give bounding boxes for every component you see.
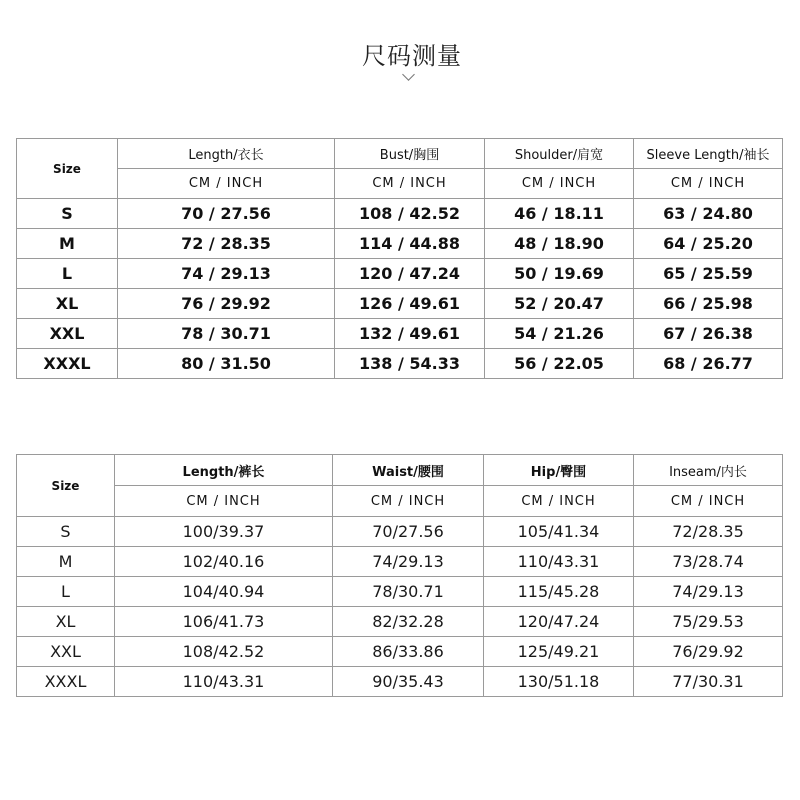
table-cell: 106/41.73 bbox=[115, 607, 333, 637]
size-cell: XXXL bbox=[17, 349, 118, 379]
table-cell: 104/40.94 bbox=[115, 577, 333, 607]
table-cell: 90/35.43 bbox=[333, 667, 484, 697]
table-cell: 74 / 29.13 bbox=[118, 259, 335, 289]
table-cell: 54 / 21.26 bbox=[485, 319, 634, 349]
table-cell: 102/40.16 bbox=[115, 547, 333, 577]
table-cell: 105/41.34 bbox=[484, 517, 634, 547]
table-cell: 114 / 44.88 bbox=[335, 229, 485, 259]
table-cell: 70 / 27.56 bbox=[118, 199, 335, 229]
table-cell: 76 / 29.92 bbox=[118, 289, 335, 319]
size-header: Size bbox=[17, 455, 115, 517]
table-row bbox=[17, 607, 783, 637]
table-cell: 108 / 42.52 bbox=[335, 199, 485, 229]
column-header-sleeve-length: Sleeve Length/袖长 bbox=[634, 139, 783, 169]
table-cell: 73/28.74 bbox=[634, 547, 783, 577]
unit-label: CM / INCH bbox=[115, 486, 333, 517]
table-cell: 74/29.13 bbox=[634, 577, 783, 607]
table-cell: 86/33.86 bbox=[333, 637, 484, 667]
table-row bbox=[17, 229, 783, 259]
table-cell: 120/47.24 bbox=[484, 607, 634, 637]
unit-label: CM / INCH bbox=[118, 169, 335, 199]
table-cell: 74/29.13 bbox=[333, 547, 484, 577]
table-cell: 50 / 19.69 bbox=[485, 259, 634, 289]
table-cell: 138 / 54.33 bbox=[335, 349, 485, 379]
size-cell: S bbox=[17, 517, 115, 547]
unit-label: CM / INCH bbox=[335, 169, 485, 199]
column-header-inseam: Inseam/内长 bbox=[634, 455, 783, 486]
size-cell: XXL bbox=[17, 637, 115, 667]
size-cell: M bbox=[17, 547, 115, 577]
bottom-size-table bbox=[16, 454, 783, 697]
table-cell: 72/28.35 bbox=[634, 517, 783, 547]
column-header-bust: Bust/胸围 bbox=[335, 139, 485, 169]
table-row bbox=[17, 199, 783, 229]
unit-label: CM / INCH bbox=[634, 486, 783, 517]
table-cell: 76/29.92 bbox=[634, 637, 783, 667]
table-row bbox=[17, 667, 783, 697]
column-header-hip: Hip/臀围 bbox=[484, 455, 634, 486]
table-row bbox=[17, 319, 783, 349]
table-cell: 82/32.28 bbox=[333, 607, 484, 637]
unit-row bbox=[17, 169, 783, 199]
table-row bbox=[17, 547, 783, 577]
table-cell: 100/39.37 bbox=[115, 517, 333, 547]
column-header-length: Length/裤长 bbox=[115, 455, 333, 486]
column-header-length: Length/衣长 bbox=[118, 139, 335, 169]
size-cell: L bbox=[17, 259, 118, 289]
table-cell: 68 / 26.77 bbox=[634, 349, 783, 379]
table-cell: 77/30.31 bbox=[634, 667, 783, 697]
table-cell: 67 / 26.38 bbox=[634, 319, 783, 349]
unit-label: CM / INCH bbox=[333, 486, 484, 517]
top-size-table bbox=[16, 138, 783, 379]
table-cell: 56 / 22.05 bbox=[485, 349, 634, 379]
table-cell: 126 / 49.61 bbox=[335, 289, 485, 319]
size-cell: M bbox=[17, 229, 118, 259]
size-cell: XL bbox=[17, 607, 115, 637]
table-cell: 80 / 31.50 bbox=[118, 349, 335, 379]
unit-label: CM / INCH bbox=[485, 169, 634, 199]
table-cell: 64 / 25.20 bbox=[634, 229, 783, 259]
table-row bbox=[17, 577, 783, 607]
table-cell: 66 / 25.98 bbox=[634, 289, 783, 319]
table-cell: 52 / 20.47 bbox=[485, 289, 634, 319]
table-cell: 115/45.28 bbox=[484, 577, 634, 607]
table-cell: 63 / 24.80 bbox=[634, 199, 783, 229]
table-cell: 120 / 47.24 bbox=[335, 259, 485, 289]
size-header: Size bbox=[17, 139, 118, 199]
table-row bbox=[17, 517, 783, 547]
table-row bbox=[17, 289, 783, 319]
table-cell: 78/30.71 bbox=[333, 577, 484, 607]
table-cell: 130/51.18 bbox=[484, 667, 634, 697]
table-cell: 78 / 30.71 bbox=[118, 319, 335, 349]
header-row bbox=[17, 139, 783, 169]
unit-label: CM / INCH bbox=[634, 169, 783, 199]
table-cell: 75/29.53 bbox=[634, 607, 783, 637]
column-header-waist: Waist/腰围 bbox=[333, 455, 484, 486]
table-cell: 70/27.56 bbox=[333, 517, 484, 547]
table-cell: 110/43.31 bbox=[484, 547, 634, 577]
table-cell: 110/43.31 bbox=[115, 667, 333, 697]
size-cell: S bbox=[17, 199, 118, 229]
unit-label: CM / INCH bbox=[484, 486, 634, 517]
header-row bbox=[17, 455, 783, 486]
unit-row bbox=[17, 486, 783, 517]
table-cell: 46 / 18.11 bbox=[485, 199, 634, 229]
table-cell: 125/49.21 bbox=[484, 637, 634, 667]
table-row bbox=[17, 349, 783, 379]
table-row bbox=[17, 637, 783, 667]
size-cell: L bbox=[17, 577, 115, 607]
size-cell: XL bbox=[17, 289, 118, 319]
page-title: 尺码测量 bbox=[362, 42, 462, 70]
table-row bbox=[17, 259, 783, 289]
table-cell: 108/42.52 bbox=[115, 637, 333, 667]
table-cell: 72 / 28.35 bbox=[118, 229, 335, 259]
table-cell: 132 / 49.61 bbox=[335, 319, 485, 349]
column-header-shoulder: Shoulder/肩宽 bbox=[485, 139, 634, 169]
table-cell: 48 / 18.90 bbox=[485, 229, 634, 259]
size-cell: XXL bbox=[17, 319, 118, 349]
size-cell: XXXL bbox=[17, 667, 115, 697]
table-cell: 65 / 25.59 bbox=[634, 259, 783, 289]
